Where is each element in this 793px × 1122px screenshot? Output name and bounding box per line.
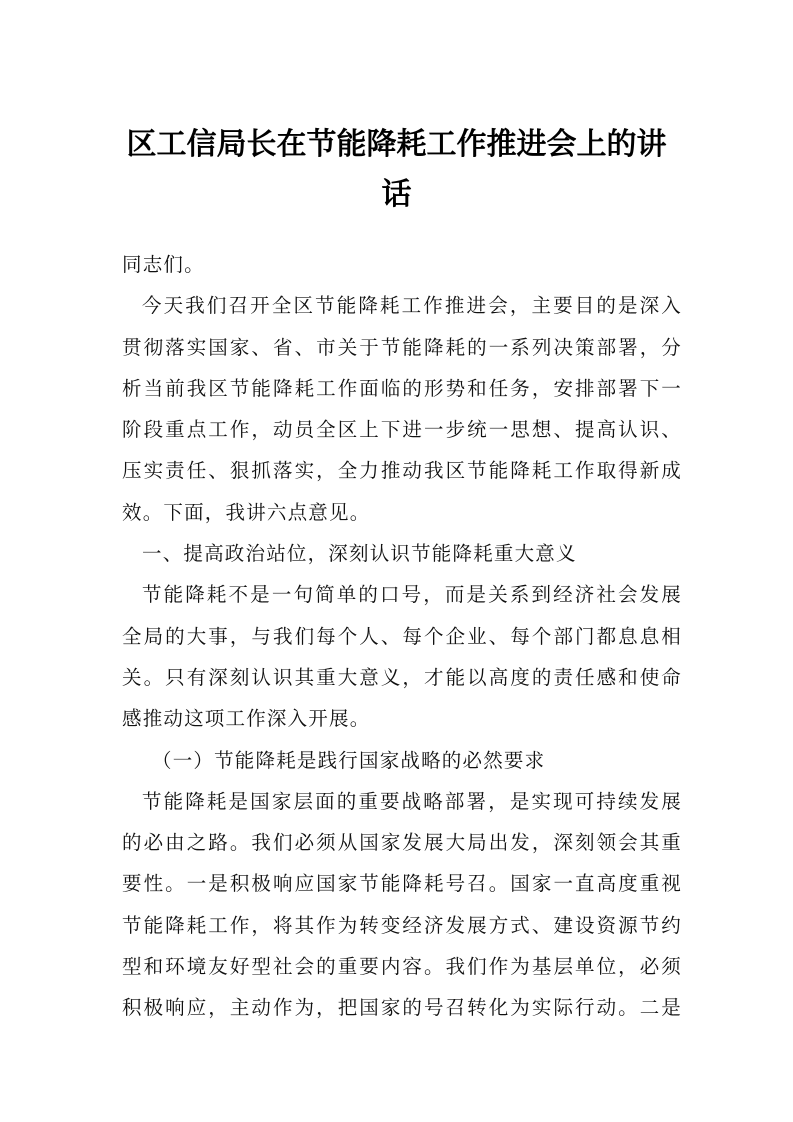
paragraph-line: 节能降耗工作，将其作为转变经济发展方式、建设资源节约 xyxy=(122,913,682,937)
paragraph-line: 的必由之路。我们必须从国家发展大局出发，深刻领会其重 xyxy=(122,831,682,855)
paragraph-line: 感推动这项工作深入开展。 xyxy=(122,707,371,731)
document-body xyxy=(122,244,682,1029)
section-heading: 一、提高政治站位，深刻认识节能降耗重大意义 xyxy=(142,542,577,566)
salutation: 同志们。 xyxy=(122,253,205,276)
paragraph-line: 型和环境友好型社会的重要内容。我们作为基层单位，必须 xyxy=(122,955,682,979)
document-title-line-2: 话 xyxy=(381,177,412,212)
paragraph-line: 压实责任、狠抓落实，全力推动我区节能降耗工作取得新成 xyxy=(122,459,682,483)
document-title-line-1: 区工信局长在节能降耗工作推进会上的讲 xyxy=(126,127,667,162)
paragraph-line: 节能降耗不是一句简单的口号，而是关系到经济社会发展 xyxy=(142,583,682,607)
subsection-heading: （一）节能降耗是践行国家战略的必然要求 xyxy=(152,748,546,772)
paragraph-line: 节能降耗是国家层面的重要战略部署，是实现可持续发展 xyxy=(142,789,682,813)
paragraph-line: 阶段重点工作，动员全区上下进一步统一思想、提高认识、 xyxy=(122,418,682,442)
paragraph-line: 析当前我区节能降耗工作面临的形势和任务，安排部署下一 xyxy=(122,376,682,400)
paragraph-line: 效。下面，我讲六点意见。 xyxy=(122,500,371,524)
paragraph-line: 要性。一是积极响应国家节能降耗号召。国家一直高度重视 xyxy=(122,872,682,896)
paragraph-line: 贯彻落实国家、省、市关于节能降耗的一系列决策部署，分 xyxy=(122,335,682,359)
paragraph-line: 关。只有深刻认识其重大意义，才能以高度的责任感和使命 xyxy=(122,665,682,689)
paragraph-line: 今天我们召开全区节能降耗工作推进会，主要目的是深入 xyxy=(142,294,682,318)
paragraph-line: 积极响应，主动作为，把国家的号召转化为实际行动。二是 xyxy=(122,996,682,1020)
paragraph-line: 全局的大事，与我们每个人、每个企业、每个部门都息息相 xyxy=(122,624,682,648)
